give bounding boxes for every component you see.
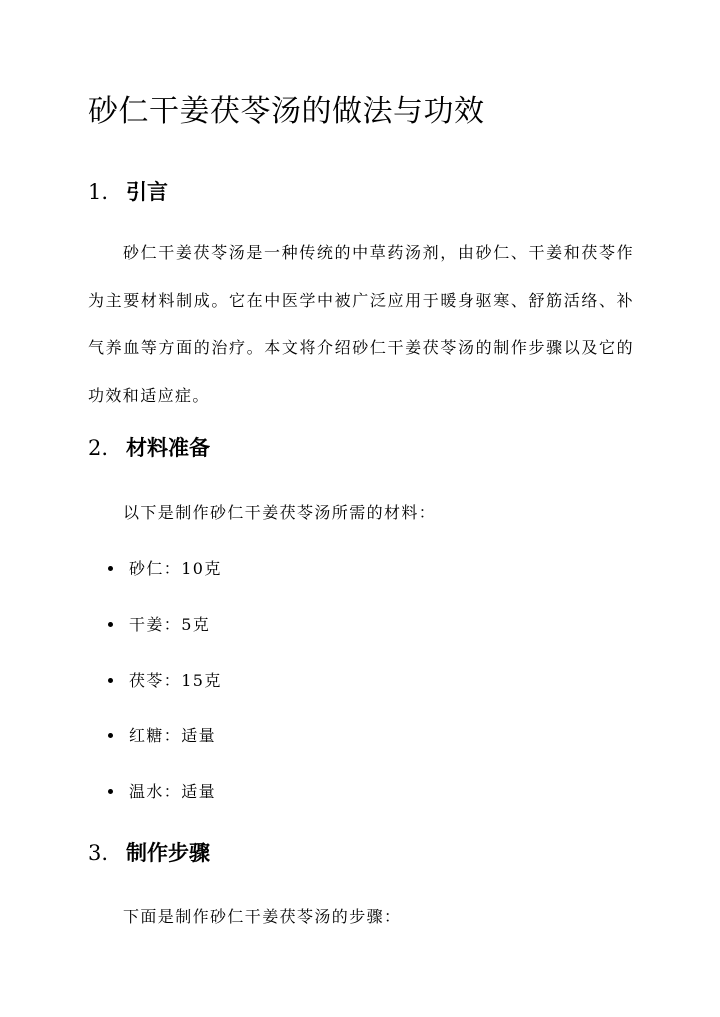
materials-lead-text: 以下是制作砂仁干姜茯苓汤所需的材料： (123, 503, 437, 522)
section-number: 1. (88, 180, 109, 204)
list-item-text: 红糖：适量 (129, 726, 217, 745)
bullet-icon (108, 622, 113, 627)
document-title: 砂仁干姜茯苓汤的做法与功效 (88, 94, 485, 129)
list-item-text: 干姜：5克 (129, 615, 211, 634)
bullet-icon (108, 566, 113, 571)
list-item (108, 668, 222, 691)
list-item-text: 温水：适量 (129, 782, 217, 801)
bullet-icon (108, 678, 113, 683)
steps-lead-text: 下面是制作砂仁干姜茯苓汤的步骤： (123, 907, 402, 926)
list-item (108, 612, 210, 635)
list-item-text: 砂仁：10克 (129, 559, 222, 578)
section-number: 3. (88, 841, 109, 865)
list-item (108, 723, 216, 746)
introduction-paragraph: 砂仁干姜茯苓汤是一种传统的中草药汤剂，由砂仁、干姜和茯苓作为主要材料制成。它在中医学中被广泛应用于暖身驱寒、舒筋活络、补气养血等方面的治疗。本文将介绍砂仁干姜茯苓汤的制作步骤以及它的功效和适应症。 (88, 243, 634, 405)
section-heading-introduction (88, 176, 168, 206)
section-title: 材料准备 (126, 435, 210, 460)
section-heading-materials (88, 432, 210, 462)
list-item (108, 556, 222, 579)
section-heading-steps (88, 837, 210, 867)
section-title: 引言 (126, 179, 168, 204)
list-item (108, 779, 216, 802)
section-title: 制作步骤 (126, 840, 210, 865)
list-item-text: 茯苓：15克 (129, 671, 222, 690)
section-number: 2. (88, 436, 109, 460)
bullet-icon (108, 789, 113, 794)
bullet-icon (108, 733, 113, 738)
